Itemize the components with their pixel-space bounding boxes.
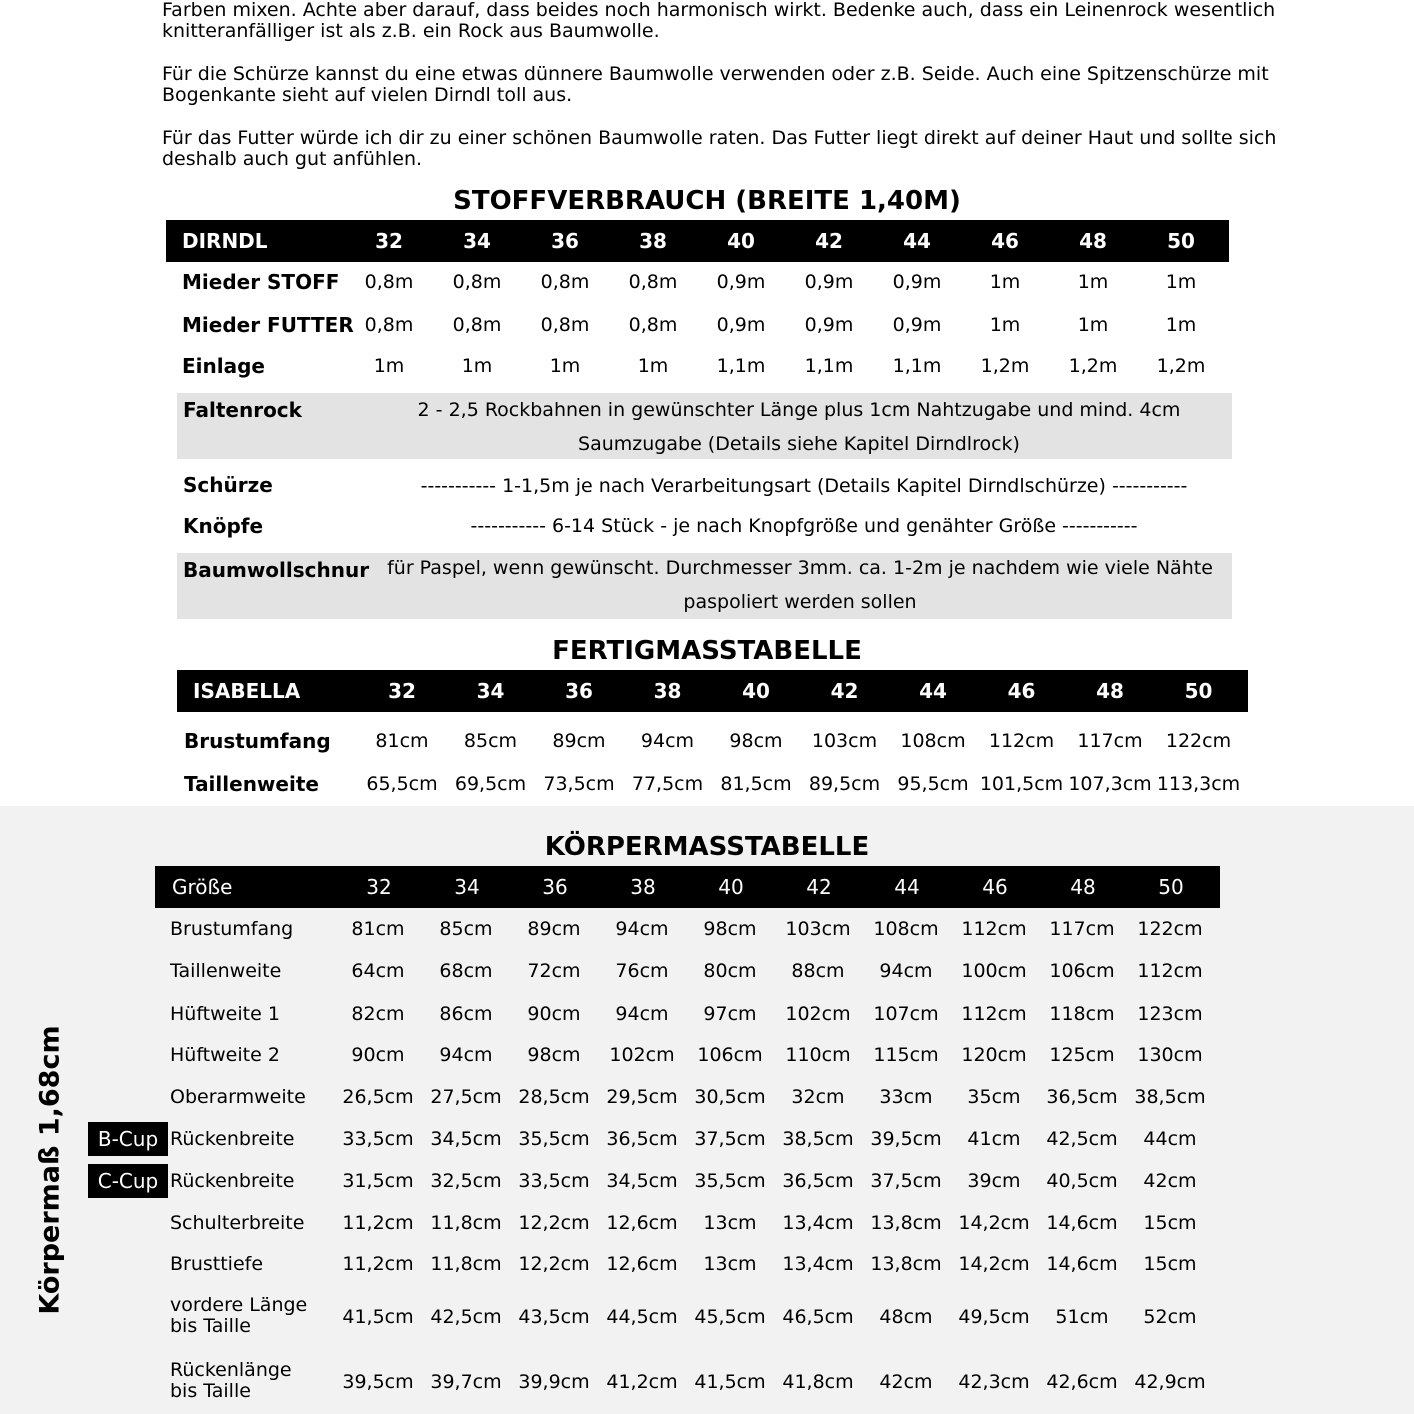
cell-value: 68cm bbox=[439, 960, 493, 982]
stoffverbrauch-header bbox=[166, 220, 1229, 262]
cell-value: 15cm bbox=[1143, 1212, 1197, 1234]
cell-value: 41cm bbox=[967, 1128, 1021, 1150]
cell-value: 40,5cm bbox=[1046, 1170, 1118, 1192]
cell-value: 88cm bbox=[791, 960, 845, 982]
cell-value: 94cm bbox=[640, 730, 695, 752]
cell-value: 39cm bbox=[967, 1170, 1021, 1192]
cup-tag: B-Cup bbox=[88, 1122, 168, 1156]
cell-value: 0,8m bbox=[540, 314, 590, 336]
fertigmass-title: FERTIGMASSTABELLE bbox=[552, 636, 862, 666]
cell-value: 13,8cm bbox=[870, 1253, 942, 1275]
cell-value: 39,9cm bbox=[518, 1371, 590, 1393]
cell-value: 110cm bbox=[785, 1044, 851, 1066]
cell-value: 1m bbox=[989, 314, 1021, 336]
row-label: Brustumfang bbox=[170, 918, 294, 940]
cell-value: 31,5cm bbox=[342, 1170, 414, 1192]
cell-value: 14,2cm bbox=[958, 1253, 1030, 1275]
cell-value: 0,8m bbox=[452, 271, 502, 293]
cell-value: 33,5cm bbox=[518, 1170, 590, 1192]
cell-value: 94cm bbox=[615, 918, 669, 940]
size-header-42: 42 bbox=[815, 229, 843, 253]
size-header-44: 44 bbox=[919, 679, 947, 703]
size-header-36: 36 bbox=[542, 875, 568, 899]
cup-tag: C-Cup bbox=[88, 1164, 168, 1198]
cell-value: 94cm bbox=[879, 960, 933, 982]
cell-value: 0,9m bbox=[804, 314, 854, 336]
cell-value: 117cm bbox=[1077, 730, 1143, 752]
table-row bbox=[0, 1360, 1414, 1404]
cell-value: 103cm bbox=[811, 730, 878, 752]
cell-value: 98cm bbox=[729, 730, 783, 752]
cell-value: 11,2cm bbox=[342, 1212, 414, 1234]
cell-value: 39,7cm bbox=[430, 1371, 502, 1393]
size-header-42: 42 bbox=[806, 875, 832, 899]
cell-value: 77,5cm bbox=[631, 773, 704, 795]
cell-value: 13,8cm bbox=[870, 1212, 942, 1234]
row-label: Mieder STOFF bbox=[182, 270, 340, 294]
cell-value: 72cm bbox=[527, 960, 581, 982]
cell-value: 120cm bbox=[961, 1044, 1027, 1066]
cell-value: 1m bbox=[989, 271, 1021, 293]
size-header-32: 32 bbox=[375, 229, 403, 253]
cell-value: 13cm bbox=[703, 1212, 757, 1234]
size-header-38: 38 bbox=[630, 875, 656, 899]
cell-value: 41,2cm bbox=[606, 1371, 678, 1393]
cell-value: 0,9m bbox=[804, 271, 854, 293]
cell-value: 34,5cm bbox=[606, 1170, 678, 1192]
cell-value: 82cm bbox=[351, 1003, 405, 1025]
cell-value: 41,5cm bbox=[342, 1306, 414, 1328]
cell-value: 89,5cm bbox=[808, 773, 881, 795]
header-label: DIRNDL bbox=[182, 229, 268, 253]
cell-value: 51cm bbox=[1055, 1306, 1109, 1328]
cell-value: 112cm bbox=[988, 730, 1055, 752]
cell-value: 64cm bbox=[351, 960, 405, 982]
cell-value: 1m bbox=[637, 355, 669, 377]
table-row bbox=[0, 345, 1414, 387]
cell-value: 1m bbox=[1165, 271, 1197, 293]
cell-value: 29,5cm bbox=[606, 1086, 678, 1108]
row-label: Brusttiefe bbox=[170, 1253, 264, 1275]
cell-value: 1,2m bbox=[1068, 355, 1118, 377]
cell-value: 1,2m bbox=[1156, 355, 1206, 377]
intro-paragraph-1: Farben mixen. Achte aber darauf, dass beides noch harmonisch wirkt. Bedenke auch, dass ein Leinenrock wesentlich knitteranfälliger ist als z.B. ein Rock aus Baumwolle. bbox=[162, 0, 1276, 42]
size-header-50: 50 bbox=[1158, 875, 1184, 899]
cell-value: 89cm bbox=[552, 730, 606, 752]
span-row-text: 2 - 2,5 Rockbahnen in gewünschter Länge plus 1cm Nahtzugabe und mind. 4cm Saumzugabe (Details siehe Kapitel Dirndlrock) bbox=[417, 399, 1181, 455]
cell-value: 1m bbox=[1077, 314, 1109, 336]
table-row bbox=[0, 1295, 1414, 1339]
table-row bbox=[0, 1243, 1414, 1285]
cell-value: 81cm bbox=[375, 730, 429, 752]
cell-value: 27,5cm bbox=[430, 1086, 502, 1108]
cell-value: 12,2cm bbox=[518, 1253, 590, 1275]
table-row bbox=[0, 1034, 1414, 1076]
cell-value: 1,2m bbox=[980, 355, 1030, 377]
size-header-42: 42 bbox=[830, 679, 859, 703]
cell-value: 90cm bbox=[527, 1003, 581, 1025]
cell-value: 0,8m bbox=[452, 314, 502, 336]
size-header-40: 40 bbox=[727, 229, 755, 253]
cell-value: 86cm bbox=[439, 1003, 493, 1025]
row-label: vordere Länge bis Taille bbox=[170, 1294, 308, 1337]
cell-value: 81,5cm bbox=[720, 773, 792, 795]
cell-value: 41,8cm bbox=[782, 1371, 854, 1393]
cell-value: 85cm bbox=[439, 918, 493, 940]
cell-value: 112cm bbox=[1137, 960, 1203, 982]
cell-value: 41,5cm bbox=[694, 1371, 766, 1393]
size-header-50: 50 bbox=[1167, 229, 1195, 253]
koerpermass-title: KÖRPERMASSTABELLE bbox=[544, 832, 870, 862]
cell-value: 69,5cm bbox=[454, 773, 527, 795]
size-header-50: 50 bbox=[1184, 679, 1213, 703]
table-row bbox=[0, 304, 1414, 346]
span-row-text: ----------- 1-1,5m je nach Verarbeitungsart (Details Kapitel Dirndlschürze) ----------- bbox=[420, 475, 1188, 497]
cell-value: 35cm bbox=[967, 1086, 1021, 1108]
cell-value: 44,5cm bbox=[606, 1306, 678, 1328]
cell-value: 115cm bbox=[873, 1044, 939, 1066]
cell-value: 76cm bbox=[615, 960, 669, 982]
cell-value: 1m bbox=[373, 355, 405, 377]
cell-value: 32cm bbox=[791, 1086, 845, 1108]
row-label: Taillenweite bbox=[170, 960, 282, 982]
size-header-34: 34 bbox=[463, 229, 491, 253]
row-label: Rückenlänge bis Taille bbox=[170, 1359, 292, 1402]
size-header-34: 34 bbox=[476, 679, 505, 703]
koerpermass-side-label: Körpermaß 1,68cm bbox=[34, 1025, 66, 1315]
cell-value: 12,6cm bbox=[606, 1253, 678, 1275]
cell-value: 12,2cm bbox=[518, 1212, 590, 1234]
cell-value: 0,8m bbox=[540, 271, 590, 293]
cell-value: 13,4cm bbox=[782, 1253, 854, 1275]
cell-value: 30,5cm bbox=[694, 1086, 766, 1108]
cell-value: 130cm bbox=[1137, 1044, 1203, 1066]
cell-value: 15cm bbox=[1143, 1253, 1197, 1275]
row-label: Rückenbreite bbox=[170, 1128, 295, 1150]
size-header-44: 44 bbox=[894, 875, 920, 899]
table-row bbox=[0, 1118, 1414, 1160]
size-header-46: 46 bbox=[991, 229, 1019, 253]
cell-value: 48cm bbox=[879, 1306, 933, 1328]
cell-value: 113,3cm bbox=[1156, 773, 1241, 795]
size-header-32: 32 bbox=[388, 679, 416, 703]
table-row bbox=[0, 763, 1414, 805]
cell-value: 107cm bbox=[873, 1003, 939, 1025]
cell-value: 42cm bbox=[879, 1371, 933, 1393]
cell-value: 0,8m bbox=[364, 314, 414, 336]
cell-value: 0,9m bbox=[716, 314, 766, 336]
cell-value: 102cm bbox=[785, 1003, 851, 1025]
cell-value: 98cm bbox=[527, 1044, 581, 1066]
row-label: Hüftweite 1 bbox=[170, 1003, 280, 1025]
cell-value: 14,2cm bbox=[958, 1212, 1030, 1234]
table-row bbox=[0, 950, 1414, 992]
cell-value: 11,8cm bbox=[430, 1253, 502, 1275]
row-label: Oberarmweite bbox=[170, 1086, 306, 1108]
cell-value: 118cm bbox=[1049, 1003, 1115, 1025]
cell-value: 1,1m bbox=[804, 355, 854, 377]
cell-value: 42,6cm bbox=[1046, 1371, 1118, 1393]
cell-value: 13,4cm bbox=[782, 1212, 854, 1234]
cell-value: 49,5cm bbox=[958, 1306, 1030, 1328]
cell-value: 42cm bbox=[1143, 1170, 1197, 1192]
cell-value: 0,9m bbox=[716, 271, 766, 293]
cell-value: 108cm bbox=[873, 918, 939, 940]
cell-value: 35,5cm bbox=[694, 1170, 766, 1192]
size-header-44: 44 bbox=[903, 229, 931, 253]
span-row-label: Faltenrock bbox=[183, 398, 302, 422]
row-label: Taillenweite bbox=[184, 772, 319, 796]
cell-value: 42,9cm bbox=[1134, 1371, 1206, 1393]
size-header-38: 38 bbox=[653, 679, 682, 703]
cell-value: 1m bbox=[461, 355, 493, 377]
cell-value: 0,8m bbox=[628, 271, 678, 293]
cell-value: 0,8m bbox=[364, 271, 414, 293]
cell-value: 42,3cm bbox=[958, 1371, 1030, 1393]
table-row bbox=[0, 908, 1414, 950]
cell-value: 123cm bbox=[1137, 1003, 1203, 1025]
size-header-40: 40 bbox=[742, 679, 770, 703]
row-label: Einlage bbox=[182, 354, 265, 378]
cell-value: 0,9m bbox=[892, 271, 942, 293]
koerpermass-header bbox=[155, 866, 1220, 908]
table-row bbox=[0, 1160, 1414, 1202]
cell-value: 39,5cm bbox=[870, 1128, 942, 1150]
cell-value: 85cm bbox=[463, 730, 518, 752]
cell-value: 1,1m bbox=[716, 355, 766, 377]
cell-value: 14,6cm bbox=[1046, 1253, 1118, 1275]
cell-value: 34,5cm bbox=[430, 1128, 502, 1150]
size-header-40: 40 bbox=[718, 875, 744, 899]
cell-value: 122cm bbox=[1165, 730, 1232, 752]
cell-value: 46,5cm bbox=[782, 1306, 854, 1328]
stoffverbrauch-title: STOFFVERBRAUCH (BREITE 1,40M) bbox=[453, 186, 961, 216]
cell-value: 107,3cm bbox=[1068, 773, 1152, 795]
cell-value: 106cm bbox=[697, 1044, 763, 1066]
cell-value: 44cm bbox=[1143, 1128, 1197, 1150]
row-label: Schulterbreite bbox=[170, 1212, 305, 1234]
header-label: ISABELLA bbox=[193, 679, 301, 703]
cell-value: 36,5cm bbox=[606, 1128, 678, 1150]
intro-paragraph-2: Für die Schürze kannst du eine etwas dünnere Baumwolle verwenden oder z.B. Seide. Auch eine Spitzenschürze mit Bogenkante sieht auf vielen Dirndl toll aus. bbox=[162, 63, 1269, 106]
cell-value: 95,5cm bbox=[897, 773, 969, 795]
cell-value: 97cm bbox=[703, 1003, 757, 1025]
table-row bbox=[0, 261, 1414, 303]
cell-value: 26,5cm bbox=[342, 1086, 414, 1108]
size-header-36: 36 bbox=[565, 679, 593, 703]
cell-value: 1m bbox=[549, 355, 581, 377]
cell-value: 98cm bbox=[703, 918, 757, 940]
cell-value: 37,5cm bbox=[694, 1128, 766, 1150]
size-header-48: 48 bbox=[1079, 229, 1107, 253]
cell-value: 11,2cm bbox=[342, 1253, 414, 1275]
cell-value: 0,9m bbox=[892, 314, 942, 336]
cell-value: 65,5cm bbox=[366, 773, 438, 795]
size-header-36: 36 bbox=[551, 229, 579, 253]
cell-value: 1,1m bbox=[892, 355, 942, 377]
cell-value: 43,5cm bbox=[518, 1306, 590, 1328]
cell-value: 122cm bbox=[1137, 918, 1203, 940]
intro-paragraph-3: Für das Futter würde ich dir zu einer schönen Baumwolle raten. Das Futter liegt direkt auf deiner Haut und sollte sich deshalb auch gut anfühlen. bbox=[162, 127, 1277, 170]
span-row-label: Baumwollschnur bbox=[183, 558, 370, 582]
cell-value: 80cm bbox=[703, 960, 757, 982]
cell-value: 108cm bbox=[900, 730, 966, 752]
cell-value: 38,5cm bbox=[1134, 1086, 1206, 1108]
size-header-48: 48 bbox=[1096, 679, 1124, 703]
size-header-34: 34 bbox=[454, 875, 480, 899]
size-header-48: 48 bbox=[1070, 875, 1096, 899]
cell-value: 100cm bbox=[961, 960, 1027, 982]
span-row-text: für Paspel, wenn gewünscht. Durchmesser 3mm. ca. 1-2m je nachdem wie viele Nähte paspoliert werden sollen bbox=[387, 557, 1213, 613]
cell-value: 73,5cm bbox=[543, 773, 615, 795]
cell-value: 94cm bbox=[439, 1044, 493, 1066]
cell-value: 81cm bbox=[351, 918, 405, 940]
cell-value: 106cm bbox=[1049, 960, 1115, 982]
cell-value: 89cm bbox=[527, 918, 581, 940]
row-label: Rückenbreite bbox=[170, 1170, 295, 1192]
cell-value: 52cm bbox=[1143, 1306, 1197, 1328]
cell-value: 14,6cm bbox=[1046, 1212, 1118, 1234]
cell-value: 45,5cm bbox=[694, 1306, 766, 1328]
cell-value: 117cm bbox=[1049, 918, 1115, 940]
cell-value: 32,5cm bbox=[430, 1170, 502, 1192]
fertigmass-header bbox=[177, 670, 1248, 712]
cell-value: 35,5cm bbox=[518, 1128, 590, 1150]
span-row-text: ----------- 6-14 Stück - je nach Knopfgröße und genähter Größe ----------- bbox=[470, 515, 1138, 537]
cell-value: 37,5cm bbox=[870, 1170, 942, 1192]
cell-value: 0,8m bbox=[628, 314, 678, 336]
header-label: Größe bbox=[172, 875, 233, 899]
cell-value: 42,5cm bbox=[430, 1306, 502, 1328]
cell-value: 38,5cm bbox=[782, 1128, 854, 1150]
cell-value: 1m bbox=[1077, 271, 1109, 293]
cell-value: 11,8cm bbox=[430, 1212, 502, 1234]
size-header-46: 46 bbox=[1007, 679, 1036, 703]
cell-value: 13cm bbox=[703, 1253, 757, 1275]
cell-value: 33,5cm bbox=[342, 1128, 414, 1150]
row-label: Mieder FUTTER bbox=[182, 313, 354, 337]
size-header-46: 46 bbox=[982, 875, 1008, 899]
cell-value: 90cm bbox=[351, 1044, 405, 1066]
size-header-38: 38 bbox=[639, 229, 667, 253]
size-header-32: 32 bbox=[366, 875, 392, 899]
cell-value: 112cm bbox=[961, 1003, 1027, 1025]
table-row bbox=[0, 720, 1414, 762]
cell-value: 39,5cm bbox=[342, 1371, 414, 1393]
span-row-label: Schürze bbox=[183, 473, 273, 497]
cell-value: 101,5cm bbox=[979, 773, 1064, 795]
cell-value: 42,5cm bbox=[1046, 1128, 1118, 1150]
cell-value: 102cm bbox=[609, 1044, 675, 1066]
cell-value: 125cm bbox=[1049, 1044, 1115, 1066]
cell-value: 94cm bbox=[615, 1003, 669, 1025]
cell-value: 12,6cm bbox=[606, 1212, 678, 1234]
cell-value: 36,5cm bbox=[782, 1170, 854, 1192]
row-label: Brustumfang bbox=[184, 729, 331, 753]
cell-value: 28,5cm bbox=[518, 1086, 590, 1108]
cell-value: 1m bbox=[1165, 314, 1197, 336]
cell-value: 36,5cm bbox=[1046, 1086, 1118, 1108]
span-row-label: Knöpfe bbox=[183, 514, 264, 538]
table-row bbox=[0, 1076, 1414, 1118]
table-row bbox=[0, 1202, 1414, 1244]
table-row bbox=[0, 993, 1414, 1035]
cell-value: 33cm bbox=[879, 1086, 933, 1108]
row-label: Hüftweite 2 bbox=[170, 1044, 280, 1066]
cell-value: 112cm bbox=[961, 918, 1027, 940]
cell-value: 103cm bbox=[785, 918, 851, 940]
